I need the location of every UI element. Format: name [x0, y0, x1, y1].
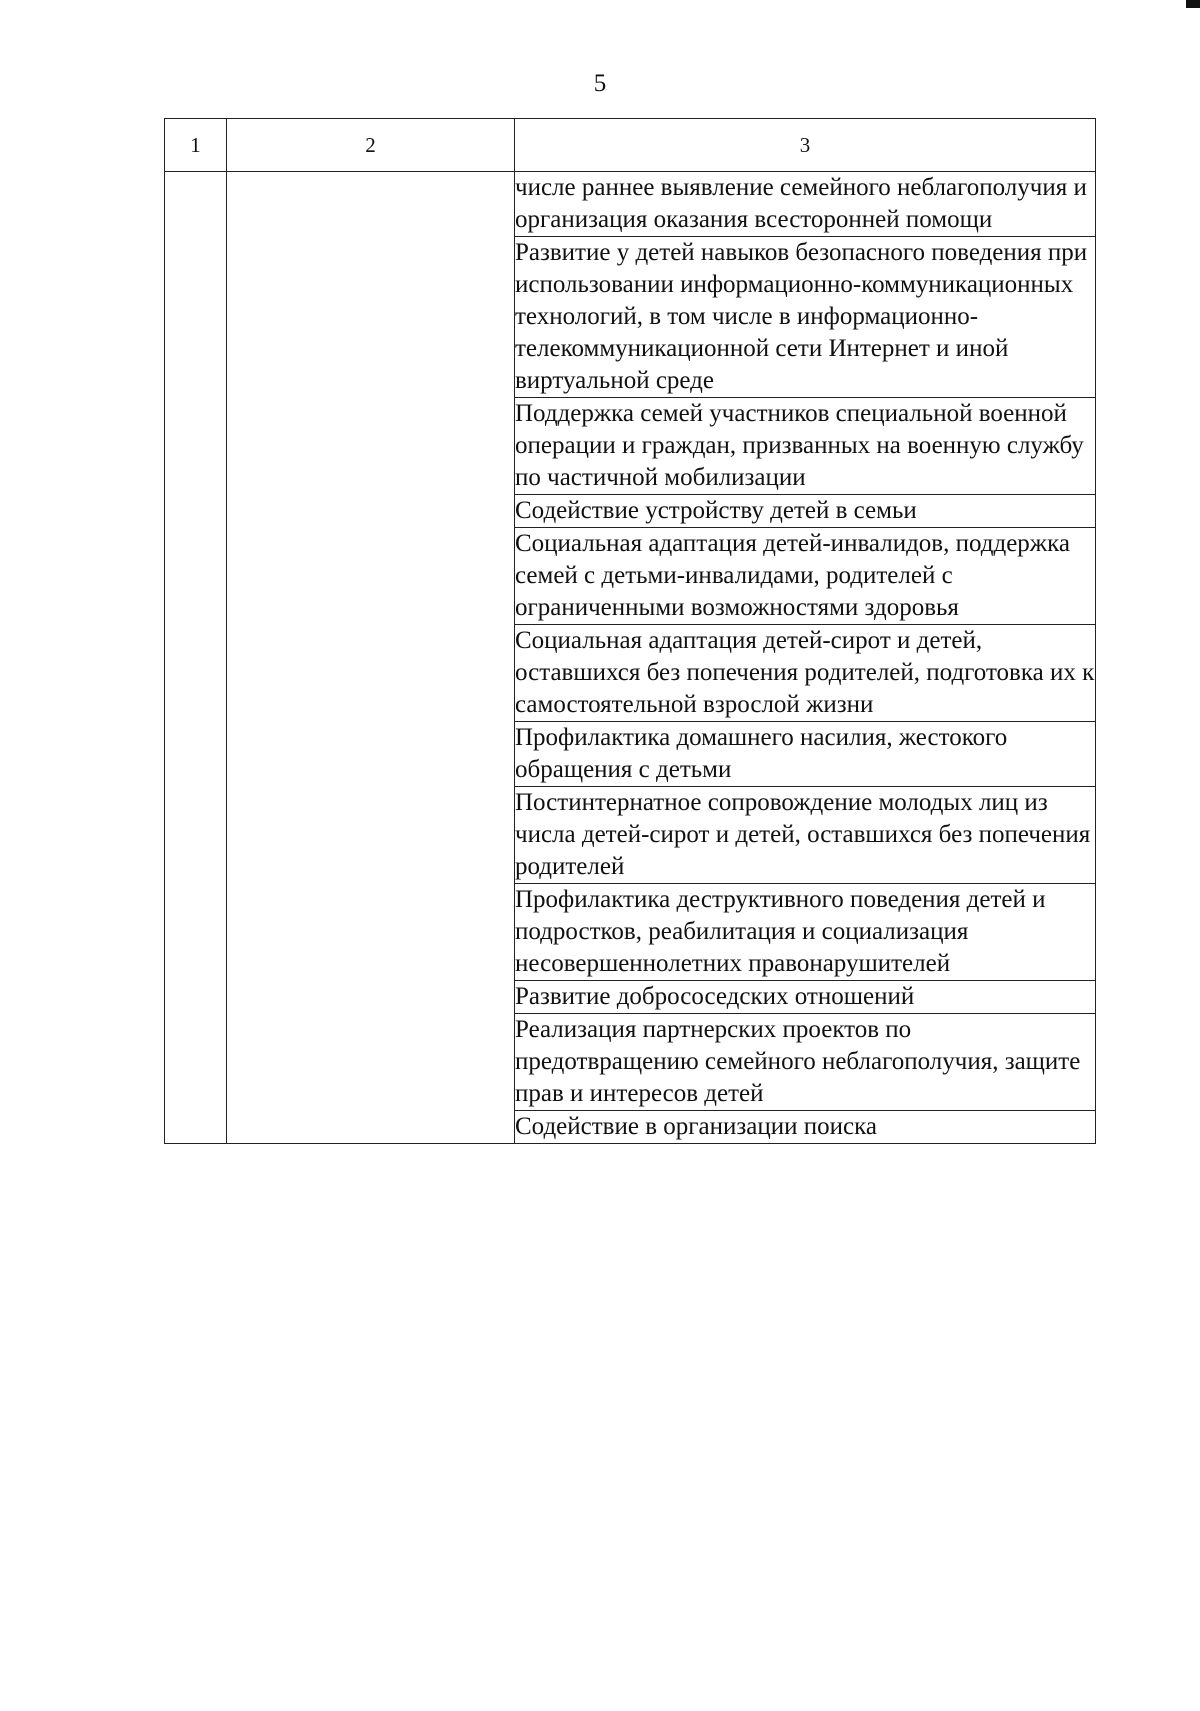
table-cell-item: Постинтернатное сопровождение молодых лиц из числа детей-сирот и детей, оставшихся без попечения родителей	[515, 787, 1096, 884]
table-row	[165, 172, 1096, 237]
header-col-2: 2	[227, 119, 515, 172]
table-cell-item: числе раннее выявление семейного неблагополучия и организация оказания всесторонней помощи	[515, 172, 1096, 237]
header-col-3: 3	[515, 119, 1096, 172]
table-cell-item: Социальная адаптация детей-инвалидов, поддержка семей с детьми-инвалидами, родителей с ограниченными возможностями здоровья	[515, 528, 1096, 625]
table-cell-item: Развитие у детей навыков безопасного поведения при использовании информационно-коммуникационных технологий, в том числе в информационно-телекоммуникационной сети Интернет и иной виртуальной среде	[515, 237, 1096, 398]
table-cell-item: Содействие устройству детей в семьи	[515, 495, 1096, 528]
table-cell-item: Социальная адаптация детей-сирот и детей, оставшихся без попечения родителей, подготовка их к самостоятельной взрослой жизни	[515, 625, 1096, 722]
table-cell-item: Поддержка семей участников специальной военной операции и граждан, призванных на военную службу по частичной мобилизации	[515, 398, 1096, 495]
col-1-empty-cell	[165, 172, 227, 1144]
table-cell-item: Развитие добрососедских отношений	[515, 981, 1096, 1014]
page-number: 5	[593, 70, 607, 97]
document-table	[164, 118, 1096, 1144]
table-header-row	[165, 119, 1096, 172]
table-cell-item: Содействие в организации поиска	[515, 1111, 1096, 1144]
header-col-1: 1	[165, 119, 227, 172]
scan-corner-mark	[1186, 0, 1200, 8]
table-cell-item: Профилактика деструктивного поведения детей и подростков, реабилитация и социализация несовершеннолетних правонарушителей	[515, 884, 1096, 981]
table-cell-item: Реализация партнерских проектов по предотвращению семейного неблагополучия, защите прав и интересов детей	[515, 1014, 1096, 1111]
table-cell-item: Профилактика домашнего насилия, жестокого обращения с детьми	[515, 722, 1096, 787]
col-2-empty-cell	[227, 172, 515, 1144]
